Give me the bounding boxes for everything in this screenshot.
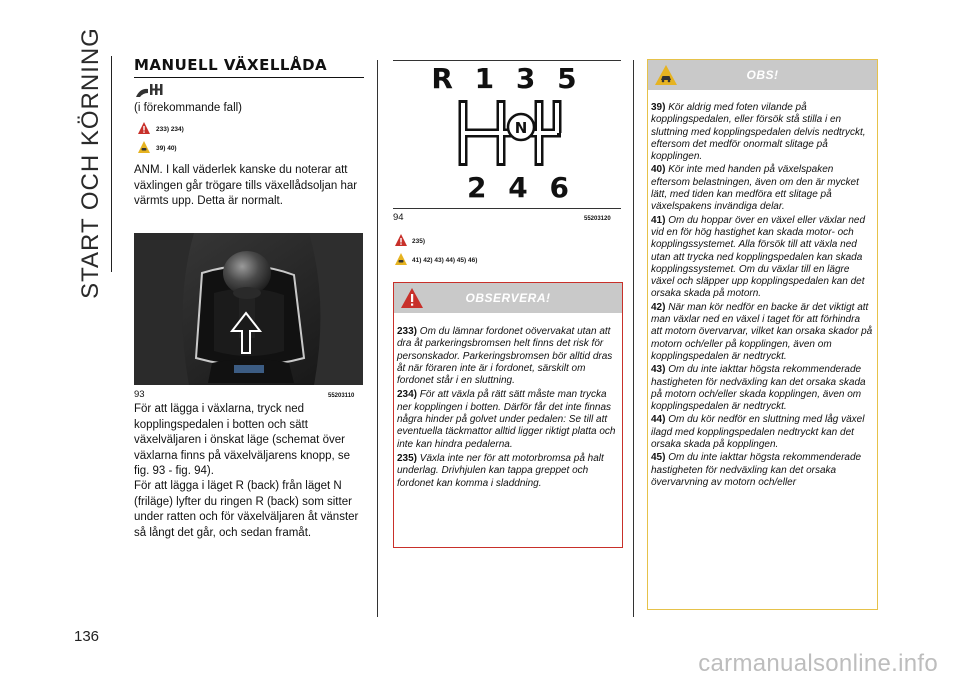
gear-bottom-labels: 2 4 6: [467, 171, 575, 204]
caution-header: [648, 60, 877, 90]
warning-refs: 233) 234): [156, 126, 184, 133]
gear-lever-photo: [134, 233, 363, 385]
note-40: 40) Kör inte med handen på växelspaken eftersom belastningen, även om den är mycket lätt, med tiden kan medföra ett slitage på växelspakens invändiga delar.: [651, 164, 859, 213]
column-divider-2: [633, 60, 634, 617]
chapter-title: START OCH KÖRNING: [77, 27, 104, 299]
note-234: 234) För att växla på rätt sätt måste man trycka ner kopplingen i botten. Därför får det inte finnas några hinder på golvet under pedalen: Se till att eventuella täckmattor alltid ligger riktigt platta och inte kan hindra pedalerna.: [397, 389, 616, 450]
warning-triangle-icon: [394, 233, 408, 252]
gearbox-option-icon: [134, 82, 168, 100]
caution-car-icon: [137, 140, 151, 159]
gear-paragraph-2: För att lägga i läget R (back) från läget N (friläge) lyfter du ringen R (back) som sitter under ratten och för växelväljaren åt vänster så långt det går, och sedan framåt.: [134, 480, 359, 539]
warning-header-label: OBSERVERA!: [465, 291, 551, 305]
gear-shift-diagram: [393, 62, 621, 210]
figure-94-number: 94: [393, 212, 404, 223]
watermark: carmanualsonline.info: [698, 650, 938, 677]
caution-car-icon: [394, 252, 408, 271]
note-45: 45) Om du inte iakttar högsta rekommenderade hastigheten för nedväxling kan det orsaka övervarvning av motorn och/eller: [651, 452, 862, 488]
warning-triangle-icon: [137, 121, 151, 140]
diagram-bottom-rule: [393, 208, 621, 209]
note-39: 39) Kör aldrig med foten vilande på kopplingspedalen, eller försök stå stilla i en sluttning med kopplingspedalen delvis nedtryckt, eftersom det medför onormalt slitage på kopplingen.: [651, 102, 866, 163]
figure-93-code: 55203110: [328, 393, 355, 399]
column-top-rule: [393, 60, 621, 61]
gear-paragraph-1: För att lägga i växlarna, tryck ned kopplingspedalen i botten och sätt växelväljaren i önskat läge (schemat över växlarna finns på växelväljarens knopp, se fig. 93 - fig. 94).: [134, 403, 351, 477]
optional-note: (i förekommande fall): [134, 102, 243, 114]
warning-refs-middle: 235): [412, 238, 426, 245]
note-44: 44) Om du kör nedför en sluttning med låg växel ilagd med kopplingspedalen nedtryckt kan det orsaka skada på kopplingen.: [651, 414, 865, 451]
column-divider-1: [377, 60, 378, 617]
caution-refs: 39) 40): [156, 145, 177, 152]
page-number: 136: [74, 628, 100, 645]
caution-notes: [648, 90, 877, 489]
warning-box: [393, 282, 623, 548]
warning-notes: [394, 313, 622, 490]
note-43: 43) Om du inte iakttar högsta rekommenderade hastigheten för nedväxling kan det orsaka skada på motorn och/eller skada kopplingen, även om kopplingspedalen är nedtryckt.: [651, 364, 866, 413]
note-42: 42) När man kör nedför en backe är det viktigt att man växlar ned en växel i taget för att förhindra att motorn övervarvar, vilket kan orsaka skador på motorn och/eller på kopplingen, även om kopplingspedalen är nedtryckt.: [651, 301, 873, 362]
gear-neutral-label: N: [514, 119, 528, 137]
section-title: MANUELL VÄXELLÅDA: [134, 56, 364, 78]
note-41: 41) Om du hoppar över en växel eller växlar ned vid en för hög hastighet kan skada motor- och kopplingssystemet. Alla försök till att växla ned utan att trycka ned kopplingspedalen kan skada kopplingssystemet. Om du växlar till en lägre växel och släpper upp kopplingspedalen kan det orsaka skada på motorn.: [651, 214, 866, 300]
sidebar-rule: [111, 56, 112, 272]
caution-box: [647, 59, 878, 610]
gear-top-labels: R 1 3 5: [431, 62, 583, 95]
figure-94-code: 55203120: [584, 216, 611, 222]
warning-header: [394, 283, 622, 313]
note-235: 235) Växla inte ner för att motorbromsa på halt underlag. Drivhjulen kan tappa greppet och fordonet kan komma i sladdning.: [397, 452, 604, 489]
anm-paragraph: ANM. I kall väderlek kanske du noterar att växlingen går trögare tills växellådsoljan har värmts upp. Detta är normalt.: [134, 164, 358, 207]
figure-93-number: 93: [134, 389, 145, 400]
note-233: 233) Om du lämnar fordonet oövervakat utan att dra åt parkeringsbromsen helt finns det risk för personskador. Parkeringsbromsen bör alltid dras åt när föraren inte är i fordonet, särskilt om fordonet står i en sluttning.: [397, 326, 613, 387]
caution-refs-middle: 41) 42) 43) 44) 45) 46): [412, 257, 478, 264]
caution-header-label: OBS!: [746, 68, 779, 82]
